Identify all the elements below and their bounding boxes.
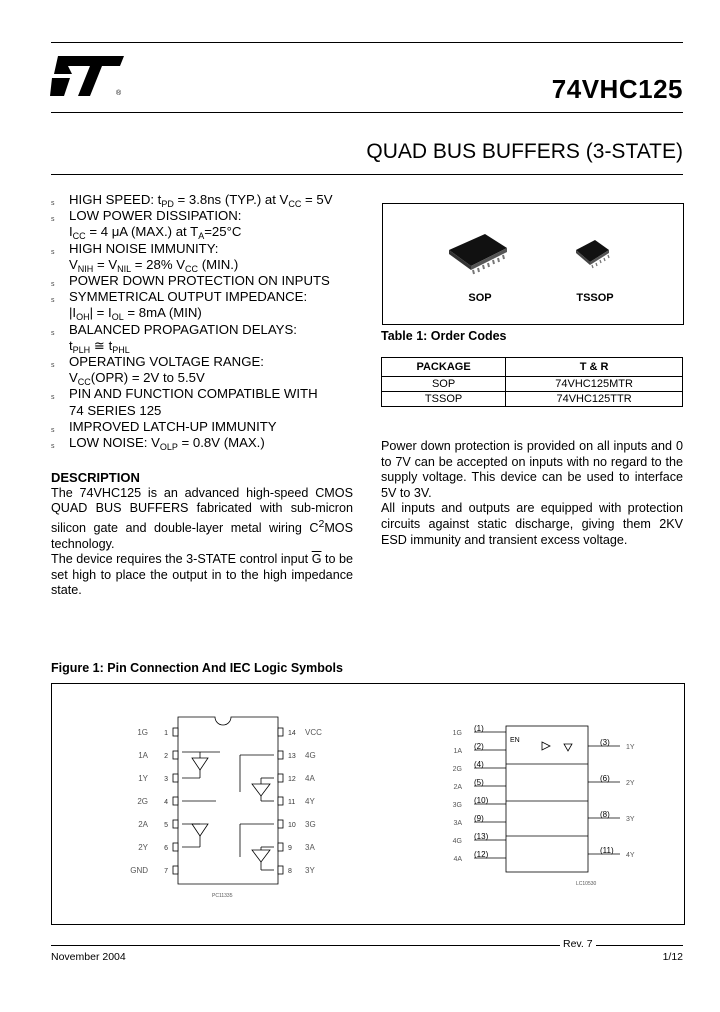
bullet-icon: s	[51, 216, 55, 224]
document-subtitle: QUAD BUS BUFFERS (3-STATE)	[366, 140, 683, 163]
iec-output-name: 1Y	[626, 744, 635, 751]
iec-input-number: (9)	[474, 814, 484, 823]
dip-pin-name: 4Y	[305, 797, 315, 806]
dip-pin-number: 2	[164, 753, 168, 760]
bullet-icon: s	[51, 443, 55, 451]
power-down-paragraph: Power down protection is provided on all inputs and 0 to 7V can be accepted on inputs with no regard to the supply voltage. This device can be used to interface 5V to 3V.	[381, 439, 683, 500]
dip-pin-number: 12	[288, 776, 296, 783]
iec-logic-symbol	[440, 722, 660, 892]
package-box	[382, 203, 684, 325]
bullet-icon: s	[51, 248, 55, 256]
iec-input-name: 3A	[453, 820, 462, 827]
dip-pin	[278, 728, 283, 736]
footer-page-number: 1/12	[662, 951, 683, 963]
iec-ref-label: LC10530	[576, 881, 597, 887]
iec-input-name: 2G	[452, 766, 462, 773]
dip-pin-number: 4	[164, 799, 168, 806]
top-rule	[51, 42, 683, 43]
table-header-cell: T & R	[506, 358, 683, 377]
part-number-title: 74VHC125	[551, 74, 683, 104]
figure-caption: Figure 1: Pin Connection And IEC Logic Symbols	[51, 661, 343, 675]
feature-item	[51, 435, 371, 451]
iec-output-number: (6)	[600, 774, 610, 783]
table-cell: SOP	[382, 377, 506, 392]
iec-output-number: (11)	[600, 846, 614, 855]
feature-text: HIGH SPEED: $t_{PD} = 3.8ns$ (TYP.) at $V_{CC} = 5V$	[69, 192, 333, 209]
dip-pin	[173, 774, 178, 782]
iec-input-name: 4G	[452, 838, 462, 845]
dip-pin-name: 2G	[137, 797, 148, 806]
feature-item	[51, 241, 371, 273]
description-heading: DESCRIPTION	[51, 470, 140, 485]
dip-pin-number: 6	[164, 845, 168, 852]
dip-pin-number: 3	[164, 776, 168, 783]
footer-revision: Rev. 7	[560, 938, 596, 950]
dip-pin-name: 4A	[305, 774, 315, 783]
iec-input-number: (1)	[474, 724, 484, 733]
feature-item	[51, 419, 371, 435]
feature-item	[51, 289, 371, 321]
registered-mark: ®	[116, 90, 122, 97]
dip-pin	[173, 820, 178, 828]
table-row	[382, 377, 683, 392]
feature-list	[51, 192, 371, 451]
dip-pin	[278, 751, 283, 759]
dip-pin-name: VCC	[305, 728, 322, 737]
dip-pin	[278, 866, 283, 874]
bullet-icon: s	[51, 281, 55, 289]
table-cell: TSSOP	[382, 392, 506, 407]
order-codes-table	[381, 357, 683, 407]
feature-text: LOW NOISE: $V_{OLP} = 0.8V$ (MAX.)	[69, 435, 265, 453]
iec-output-number: (3)	[600, 738, 610, 747]
sop-label: SOP	[468, 292, 492, 304]
esd-paragraph: All inputs and outputs are equipped with protection circuits against static discharge, giving them 2KV ESD immunity and transient excess voltage.	[381, 501, 683, 547]
dip-pin	[278, 820, 283, 828]
bullet-icon: s	[51, 394, 55, 402]
dip-pin-number: 9	[288, 845, 292, 852]
feature-item	[51, 192, 371, 208]
sop-package-image	[445, 230, 511, 276]
dip-pin	[173, 866, 178, 874]
dip-pin	[278, 797, 283, 805]
dip-pin-name: GND	[130, 866, 148, 875]
dip-pin-number: 10	[288, 822, 296, 829]
feature-text: POWER DOWN PROTECTION ON INPUTS	[69, 273, 330, 289]
table-row	[382, 392, 683, 407]
dip-pin-name: 1G	[137, 728, 148, 737]
dip-ref-label: PC11335	[212, 893, 233, 899]
dip-pin-name: 2Y	[138, 843, 148, 852]
description-paragraph-1: The 74VHC125 is an advanced high-speed CMOS QUAD BUS BUFFERS fabricated with sub-micron silicon gate and double-layer metal wiring $C^2MOS$ technology.	[51, 485, 353, 551]
dip-pin-name: 3Y	[305, 866, 315, 875]
bullet-icon: s	[51, 426, 55, 434]
bullet-icon: s	[51, 200, 55, 207]
dip-pin-number: 5	[164, 822, 168, 829]
iec-input-name: 4A	[453, 856, 462, 863]
title-rule	[51, 112, 683, 113]
order-codes-caption: Table 1: Order Codes	[381, 329, 507, 343]
iec-input-name: 1G	[452, 730, 462, 737]
dip-pin-number: 1	[164, 730, 168, 737]
iec-output-number: (8)	[600, 810, 610, 819]
dip-pin-number: 13	[288, 753, 296, 760]
feature-text: PIN AND FUNCTION COMPATIBLE WITH 74 SERIES 125	[69, 386, 318, 418]
iec-input-number: (2)	[474, 742, 484, 751]
right-column-text	[381, 439, 683, 548]
dip-pin	[173, 843, 178, 851]
dip-pin-name: 2A	[138, 820, 148, 829]
description-section	[51, 470, 353, 599]
iec-output-name: 4Y	[626, 852, 635, 859]
table-header-cell: PACKAGE	[382, 358, 506, 377]
iec-output-name: 2Y	[626, 780, 635, 787]
dip-pin-number: 14	[288, 730, 296, 737]
iec-input-name: 1A	[453, 748, 462, 755]
bullet-icon: s	[51, 329, 55, 337]
feature-item	[51, 322, 371, 354]
table-cell: 74VHC125MTR	[506, 377, 683, 392]
iec-input-number: (10)	[474, 796, 489, 805]
feature-text: IMPROVED LATCH-UP IMMUNITY	[69, 418, 277, 434]
tssop-package-image	[573, 236, 613, 272]
tssop-label: TSSOP	[576, 292, 614, 304]
iec-input-number: (13)	[474, 832, 489, 841]
table-header-row	[382, 358, 683, 377]
bullet-icon: s	[51, 362, 55, 370]
feature-text: HIGH NOISE IMMUNITY: $V_{NIH} = V_{NIL} = 28\%$ $V_{CC}$ (MIN.)	[69, 240, 239, 274]
feature-text: OPERATING VOLTAGE RANGE: $V_{CC}(OPR) = 2V$ to 5.5V	[69, 354, 264, 388]
dip-pin-name: 1Y	[138, 774, 148, 783]
iec-input-number: (12)	[474, 850, 489, 859]
pin-connection-diagram	[120, 712, 330, 902]
dip-pin	[173, 797, 178, 805]
feature-item	[51, 273, 371, 289]
subtitle-rule	[51, 174, 683, 175]
iec-input-number: (4)	[474, 760, 484, 769]
dip-pin-number: 8	[288, 868, 292, 875]
feature-item	[51, 208, 371, 240]
dip-pin-name: 1A	[138, 751, 148, 760]
internal-gates	[182, 752, 274, 870]
dip-pin-name: 3G	[305, 820, 316, 829]
feature-text: BALANCED PROPAGATION DELAYS: $t_{PLH}$ ≅ $t_{PHL}$	[69, 321, 297, 355]
dip-pin	[173, 751, 178, 759]
dip-pin-name: 4G	[305, 751, 316, 760]
description-paragraph-2: The device requires the 3-STATE control input $\overline{G}$ to be set high to place the output in to the high impedance state.	[51, 552, 354, 598]
dip-pin	[278, 774, 283, 782]
bullet-icon: s	[51, 297, 55, 305]
iec-input-name: 2A	[453, 784, 462, 791]
feature-item	[51, 386, 371, 418]
iec-input-number: (5)	[474, 778, 484, 787]
feature-item	[51, 354, 371, 386]
iec-input-name: 3G	[452, 802, 462, 809]
feature-text: SYMMETRICAL OUTPUT IMPEDANCE: $|I_{OH}| = I_{OL} = 8mA$ (MIN)	[69, 289, 308, 323]
feature-text: LOW POWER DISSIPATION: $I_{CC} = 4$ μA (MAX.) at $T_A=25^\circ C$	[69, 208, 242, 242]
dip-pin-number: 7	[164, 868, 168, 875]
table-cell: 74VHC125TTR	[506, 392, 683, 407]
dip-pin-number: 11	[288, 799, 296, 806]
iec-qualifier: EN	[510, 737, 520, 744]
footer-date: November 2004	[51, 951, 126, 963]
iec-output-name: 3Y	[626, 816, 635, 823]
dip-pin	[278, 843, 283, 851]
dip-pin-name: 3A	[305, 843, 315, 852]
dip-pin	[173, 728, 178, 736]
